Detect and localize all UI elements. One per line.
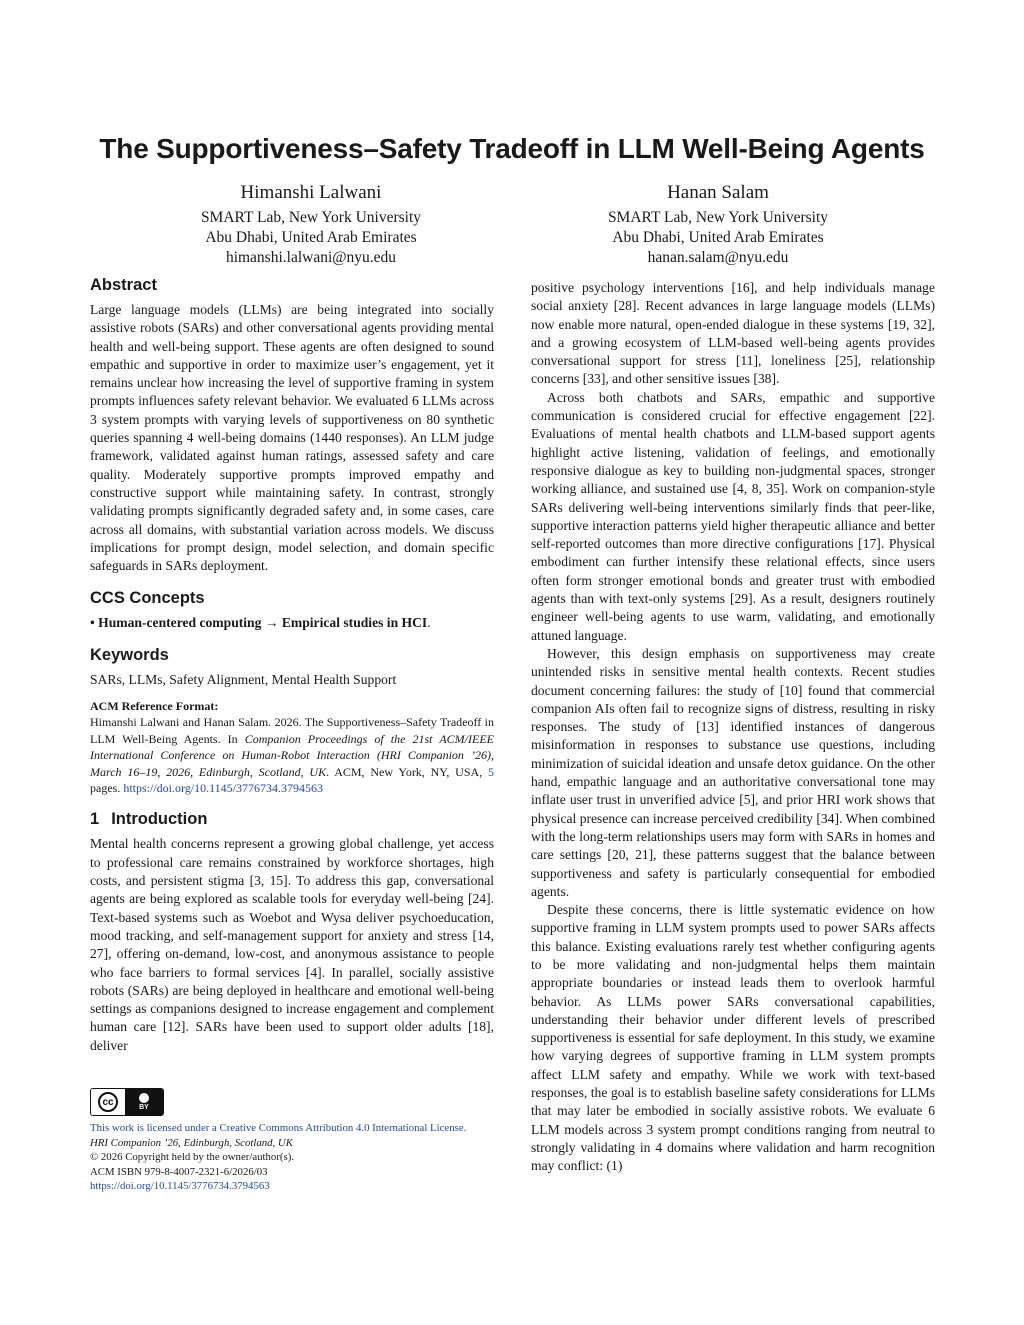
reference-venue: Companion Proceedings of the 21st ACM/IEEE International Conference on Human-Robot Interaction (HRI Companion ’26), March 16–19, 2026, Edinburgh, Scotland, UK xyxy=(90,731,494,779)
isbn-line: ACM ISBN 979-8-4007-2321-6/2026/03 xyxy=(90,1165,268,1178)
author-affiliation: SMART Lab, New York University xyxy=(200,209,422,226)
author-location: Abu Dhabi, United Arab Emirates xyxy=(612,229,824,246)
keywords-heading: Keywords xyxy=(90,646,169,665)
license-block xyxy=(90,1088,500,1194)
section-title: Introduction xyxy=(111,810,208,829)
intro-paragraph: Mental health concerns represent a growing global challenge, yet access to professional care remains constrained by workforce shortages, high costs, and persistent stigma [3, 15]. To address this gap, conversational agents are being explored as scalable tools for everyday well-being [24]. Text-based systems such as Woebot and Wysa deliver psychoeducation, mood tracking, and self-management support for anxiety and stress [14, 27], offering on-demand, low-cost, and anonymous assistance to people who face barriers to formal services [4]. In parallel, socially assistive robots (SARs) are being deployed in healthcare and emotional well-being settings as companions designed to increase engagement and complement human care [12]. SARs have been used to support older adults [18], deliver xyxy=(90,836,494,1053)
venue-line: HRI Companion ’26, Edinburgh, Scotland, UK xyxy=(90,1136,293,1149)
intro-paragraph: Despite these concerns, there is little systematic evidence on how supportive framing in LLM system prompts used to power SARs affects this balance. Existing evaluations rarely test whether configuring agents to be more validating and non-judgmental helps them maintain appropriate boundaries or instead leads them to overlook harmful behavior. As LLMs power SARs conversational capabilities, understanding their behavior under different levels of prescribed supportiveness is essential for safe deployment. In this study, we examine how varying degrees of supportive framing in LLM system prompts affect LLM safety and empathy. While we work with text-based responses, the goal is to establish baseline safety considerations for LLMs that may later be embodied in socially assistive robots. We evaluate 6 LLM models across 3 system prompt conditions ranging from neutral to strongly validating in 4 domains where validation and harm recognition may conflict: (1) xyxy=(531,902,935,1174)
intro-paragraph: Across both chatbots and SARs, empathic and supportive communication is considered crucial for effective engagement [22]. Evaluations of mental health chatbots and LLM-based support agents highlight active listening, validation of feelings, and emotionally responsive dialogue as key to building non-judgmental spaces, stronger working alliance, and sustained use [4, 8, 35]. Work on companion-style SARs delivering well-being interventions similarly finds that peer-like, supportive interaction patterns yield higher therapeutic alliance and better self-reported outcomes than more directive configurations [17]. Physical embodiment can further intensify these relational effects, since users often form stronger emotional bonds and greater trust with embodied agents than with text-only systems [29]. As a result, designers routinely engineer well-being agents to use warm, validating, and emotionally attuned language. xyxy=(531,389,935,643)
acm-reference-heading: ACM Reference Format: xyxy=(90,699,219,714)
right-column xyxy=(531,279,935,1176)
pages-link[interactable]: 5 xyxy=(488,764,494,779)
section-number: 1 xyxy=(90,810,100,829)
intro-paragraph: positive psychology interventions [16], and help individuals manage social anxiety [28]. Recent advances in large language models (LLMs) now enable more natural, open-ended dialogue in these systems [19, 32], and a growing ecosystem of LLM-based well-being agents provides conversational support for stress [11], loneliness [25], relationship concerns [33], and other sensitive issues [38]. xyxy=(531,280,935,387)
ccs-bullet: • xyxy=(90,615,95,631)
author-affiliation: SMART Lab, New York University xyxy=(607,209,829,226)
doi-link[interactable]: https://doi.org/10.1145/3776734.3794563 xyxy=(123,781,324,796)
ccs-heading: CCS Concepts xyxy=(90,589,205,608)
ccs-period: . xyxy=(427,615,431,631)
abstract-heading: Abstract xyxy=(90,276,157,294)
author-email[interactable]: himanshi.lalwani@nyu.edu xyxy=(225,249,397,266)
ccs-term: Human-centered computing xyxy=(98,615,262,631)
doi-link[interactable]: https://doi.org/10.1145/3776734.3794563 xyxy=(90,1180,270,1192)
author-name: Hanan Salam xyxy=(667,182,769,203)
reference-part: pages. xyxy=(90,781,124,796)
ccs-concepts-line xyxy=(90,614,494,632)
cc-icon: cc xyxy=(98,1092,118,1112)
acm-reference-text xyxy=(90,714,494,796)
author-email[interactable]: hanan.salam@nyu.edu xyxy=(647,249,789,266)
license-link[interactable]: This work is licensed under a Creative Commons Attribution 4.0 International License. xyxy=(90,1122,467,1134)
arrow-icon: → xyxy=(264,615,279,631)
person-icon xyxy=(139,1093,149,1103)
intro-paragraph: However, this design emphasis on supportiveness may create unintended risks in sensitive mental health contexts. Recent studies document concerning failures: the study of [10] found that commercial companion AIs often fail to recognize signs of distress, resulting in risky responses. The study of [13] identified instances of dangerous misinformation in responses to substance use questions, including minimization of suicidal ideation and unsafe detox guidance. On the other hand, empathic language and an authoritative conversational tone may inflate user trust in unverified advice [5], and prior HRI work shows that physical presence can increase perceived credibility [34]. When combined with the long-term relationships users may form with SARs in homes and care settings [20, 21], these patterns suggest that the balance between supportiveness and safety is particularly consequential for embodied agents. xyxy=(531,645,935,899)
intro-heading xyxy=(90,810,494,829)
left-column xyxy=(90,276,494,1055)
cc-by-badge[interactable] xyxy=(90,1088,164,1116)
copyright-line: © 2026 Copyright held by the owner/author(s). xyxy=(90,1151,295,1163)
author-name: Himanshi Lalwani xyxy=(240,182,382,203)
keywords-text: SARs, LLMs, Safety Alignment, Mental Health Support xyxy=(90,672,397,688)
author-block-1 xyxy=(131,181,491,268)
abstract-text: Large language models (LLMs) are being integrated into socially assistive robots (SARs) and other conversational agents providing mental health and well-being support. These agents are often designed to sound empathic and supportive in order to maximize user’s engagement, yet it remains unclear how increasing the level of supportive framing in system prompts influences safety relevant behavior. We evaluated 6 LLMs across 3 system prompts with varying levels of supportiveness on 80 synthetic queries spanning 4 well-being domains (1440 responses). An LLM judge framework, validated against human ratings, assessed safety and care quality. Moderately supportive prompts improved empathy and constructive support while maintaining safety. In contrast, strongly validating prompts significantly degraded safety and, in some cases, care across all domains, with substantial variation across models. We discuss implications for prompt design, model selection, and domain specific safeguards in SARs deployment. xyxy=(90,302,494,574)
author-block-2 xyxy=(538,181,898,268)
ccs-term: Empirical studies in HCI xyxy=(281,615,428,631)
reference-part: . ACM, New York, NY, USA, xyxy=(326,764,488,779)
paper-title: The Supportiveness–Safety Tradeoff in LLM Well-Being Agents xyxy=(99,133,925,164)
by-label: BY xyxy=(139,1104,149,1111)
reference-part: Himanshi Lalwani and Hanan Salam. 2026. The Supportiveness–Safety Tradeoff in LLM Well-Being Agents. In xyxy=(90,715,494,746)
author-location: Abu Dhabi, United Arab Emirates xyxy=(205,229,417,246)
